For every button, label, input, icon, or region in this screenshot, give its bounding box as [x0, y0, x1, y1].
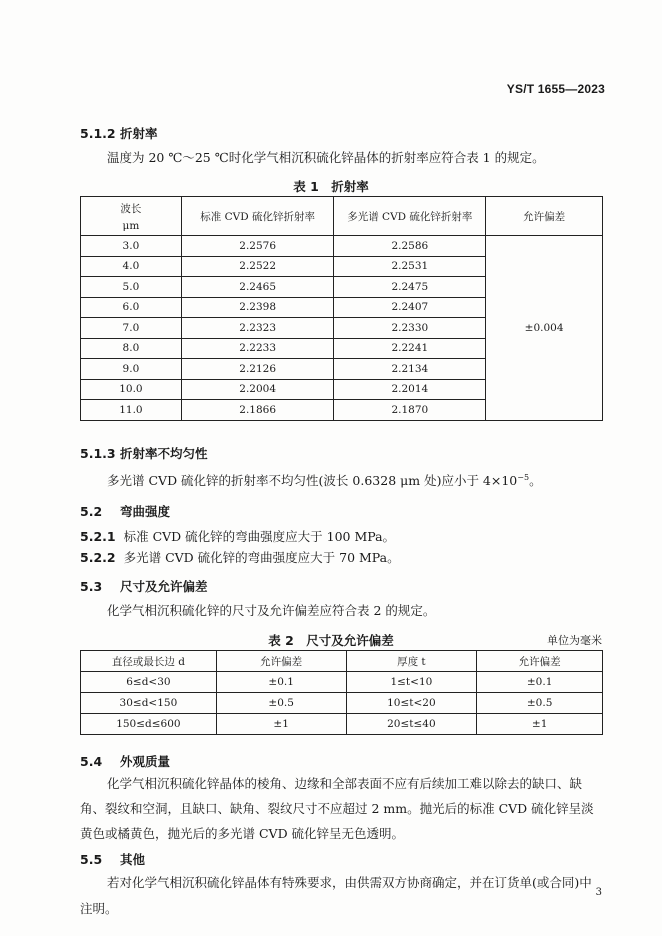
diameter-range-cell: 150≤d≤600	[81, 714, 217, 735]
thickness-range-cell: 10≤t<20	[346, 693, 477, 714]
table-row	[81, 672, 603, 693]
table1-header-multispectral: 多光谱 CVD 硫化锌折射率	[334, 197, 486, 236]
section-number: 5.2	[80, 504, 103, 519]
table2-header-tolerance-1: 允许偏差	[216, 651, 346, 672]
wavelength-cell: 3.0	[81, 236, 182, 257]
standard-index-cell: 2.2323	[181, 318, 334, 339]
table-row	[81, 714, 603, 735]
table1-caption: 表 1 折射率	[293, 179, 369, 194]
exponent: −5	[517, 473, 530, 482]
wavelength-cell: 5.0	[81, 277, 182, 298]
section-5-1-2-heading	[80, 124, 158, 142]
table2-header-row	[81, 651, 603, 672]
wavelength-cell: 10.0	[81, 379, 182, 400]
wavelength-cell: 8.0	[81, 338, 182, 359]
section-5-4-heading	[80, 752, 170, 770]
multispectral-index-cell: 2.2586	[334, 236, 486, 257]
thickness-tolerance-cell: ±0.1	[477, 672, 603, 693]
standard-code: YS/T 1655—2023	[506, 82, 605, 96]
standard-index-cell: 2.2126	[181, 359, 334, 380]
section-title: 折射率不均匀性	[120, 446, 208, 461]
multispectral-index-cell: 2.2014	[334, 379, 486, 400]
clause-text: 标准 CVD 硫化锌的弯曲强度应大于 100 MPa。	[123, 529, 396, 544]
section-5-2-heading	[80, 502, 170, 520]
section-5-3-text: 化学气相沉积硫化锌的尺寸及允许偏差应符合表 2 的规定。	[107, 603, 436, 618]
section-number: 5.5	[80, 852, 103, 867]
table2-header-thickness: 厚度 t	[346, 651, 477, 672]
multispectral-index-cell: 2.2241	[334, 338, 486, 359]
standard-index-cell: 2.2233	[181, 338, 334, 359]
standard-index-cell: 2.2465	[181, 277, 334, 298]
wavelength-cell: 6.0	[81, 297, 182, 318]
section-title: 折射率	[120, 126, 158, 141]
wavelength-cell: 7.0	[81, 318, 182, 339]
section-5-5-text: 若对化学气相沉积硫化锌晶体有特殊要求，由供需双方协商确定，并在订货单(或合同)中注明。	[80, 875, 592, 916]
table1	[80, 196, 603, 421]
table-row	[81, 693, 603, 714]
section-title: 外观质量	[120, 754, 171, 769]
section-number: 5.4	[80, 754, 103, 769]
tolerance-cell: ±0.004	[486, 236, 603, 421]
table1-header-tolerance: 允许偏差	[486, 197, 603, 236]
table2-unit-note: 单位为毫米	[547, 634, 602, 647]
clause-5-2-1	[80, 527, 395, 545]
thickness-range-cell: 20≤t≤40	[346, 714, 477, 735]
diameter-range-cell: 30≤d<150	[81, 693, 217, 714]
section-number: 5.3	[80, 579, 103, 594]
section-5-3-heading	[80, 577, 208, 595]
standard-index-cell: 2.2398	[181, 297, 334, 318]
clause-number: 5.2.2	[80, 550, 116, 565]
standard-index-cell: 2.1866	[181, 400, 334, 421]
wavelength-unit: μm	[122, 219, 140, 232]
standard-index-cell: 2.2576	[181, 236, 334, 257]
table2-header-diameter: 直径或最长边 d	[81, 651, 217, 672]
clause-5-2-2	[80, 548, 400, 566]
section-5-1-2-text: 温度为 20 ℃～25 ℃时化学气相沉积硫化锌晶体的折射率应符合表 1 的规定。	[107, 150, 545, 165]
wavelength-cell: 4.0	[81, 256, 182, 277]
multispectral-index-cell: 2.2475	[334, 277, 486, 298]
multispectral-index-cell: 2.2531	[334, 256, 486, 277]
section-5-4-text: 化学气相沉积硫化锌晶体的棱角、边缘和全部表面不应有后续加工难以除去的缺口、缺角、裂纹和空洞，且缺口、缺角、裂纹尺寸不应超过 2 mm。抛光后的标准 CVD 硫化锌呈淡黄色或橘黄色，抛光后的多光谱 CVD 硫化锌呈无色透明。	[80, 776, 594, 841]
thickness-tolerance-cell: ±0.5	[477, 693, 603, 714]
page-number: 3	[595, 887, 602, 898]
multispectral-index-cell: 2.2407	[334, 297, 486, 318]
thickness-range-cell: 1≤t<10	[346, 672, 477, 693]
clause-text: 多光谱 CVD 硫化锌的弯曲强度应大于 70 MPa。	[123, 550, 400, 565]
diameter-range-cell: 6≤d<30	[81, 672, 217, 693]
table2-header-tolerance-2: 允许偏差	[477, 651, 603, 672]
table-row	[81, 236, 603, 257]
wavelength-cell: 11.0	[81, 400, 182, 421]
table1-header-row	[81, 197, 603, 236]
section-number: 5.1.3	[80, 446, 116, 461]
table2-caption: 表 2 尺寸及允许偏差	[268, 633, 394, 648]
section-number: 5.1.2	[80, 126, 116, 141]
table2	[80, 650, 603, 735]
section-5-1-3-heading	[80, 444, 208, 462]
clause-number: 5.2.1	[80, 529, 116, 544]
thickness-tolerance-cell: ±1	[477, 714, 603, 735]
diameter-tolerance-cell: ±1	[216, 714, 346, 735]
diameter-tolerance-cell: ±0.5	[216, 693, 346, 714]
wavelength-cell: 9.0	[81, 359, 182, 380]
multispectral-index-cell: 2.2330	[334, 318, 486, 339]
table1-header-wavelength: 波长 μm	[81, 197, 182, 236]
section-title: 其他	[120, 852, 146, 867]
section-title: 弯曲强度	[120, 504, 171, 519]
multispectral-index-cell: 2.1870	[334, 400, 486, 421]
section-5-1-3-text: 多光谱 CVD 硫化锌的折射率不均匀性(波长 0.6328 μm 处)应小于 $4\times 10^{-5}$。	[107, 473, 542, 489]
standard-index-cell: 2.2522	[181, 256, 334, 277]
section-5-5-heading	[80, 850, 145, 868]
section-title: 尺寸及允许偏差	[120, 579, 208, 594]
diameter-tolerance-cell: ±0.1	[216, 672, 346, 693]
standard-index-cell: 2.2004	[181, 379, 334, 400]
table1-header-standard: 标准 CVD 硫化锌折射率	[181, 197, 334, 236]
multispectral-index-cell: 2.2134	[334, 359, 486, 380]
